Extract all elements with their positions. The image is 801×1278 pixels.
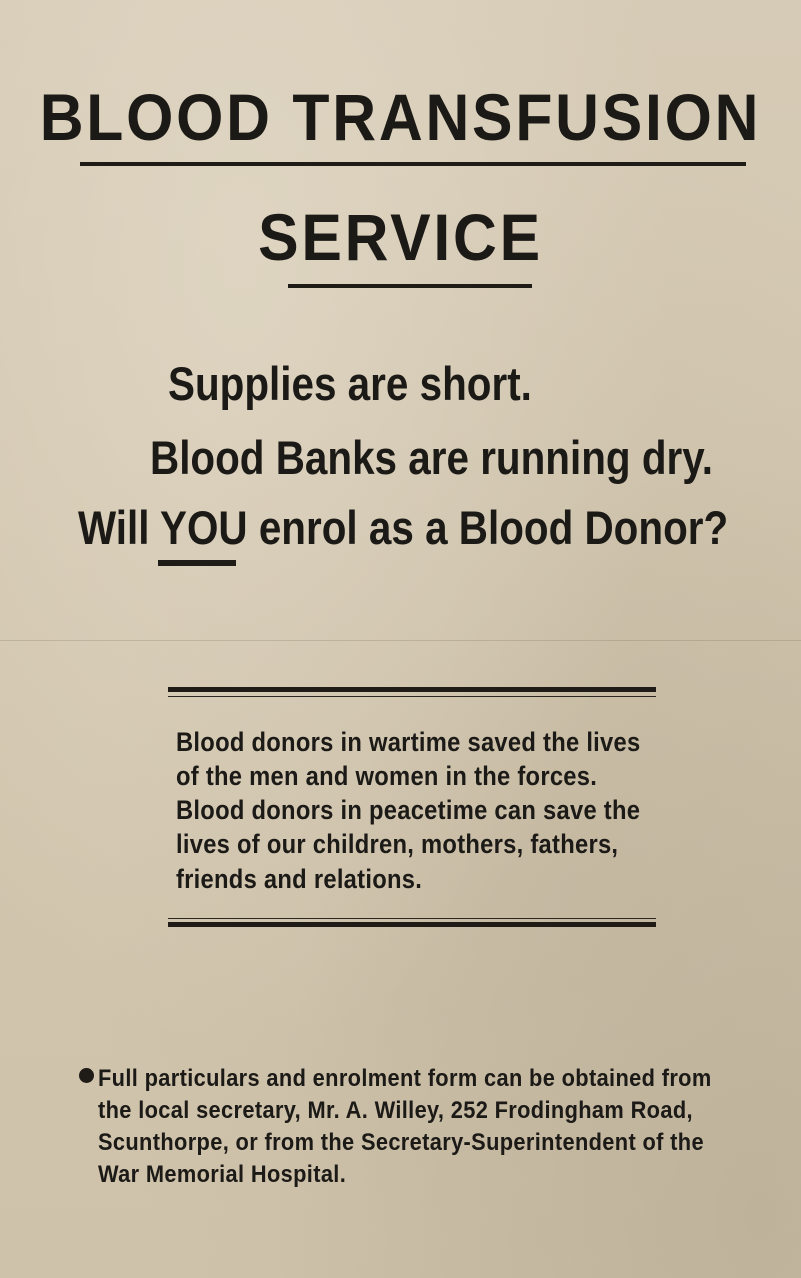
message-line: friends and relations.	[176, 864, 423, 894]
bottom-border-thin-rule	[168, 918, 656, 919]
paper-crease	[0, 640, 801, 641]
headline-suffix: enrol as a Blood Donor?	[247, 501, 729, 554]
top-border-band	[168, 687, 656, 692]
details-line: War Memorial Hospital.	[98, 1161, 347, 1188]
top-border-thin-rule	[168, 696, 656, 697]
message-line: lives of our children, mothers, fathers,	[176, 829, 619, 859]
details-line: Full particulars and enrolment form can be obtained from	[98, 1065, 712, 1092]
title-line-1: BLOOD TRANSFUSION	[39, 80, 762, 154]
filled-circle-icon	[79, 1068, 94, 1083]
headline-prefix: Will	[78, 501, 160, 554]
you-underline	[158, 560, 236, 566]
message-line: Blood donors in wartime saved the lives	[176, 727, 641, 757]
headline-line-2: Blood Banks are running dry.	[150, 431, 713, 484]
details-line: Scunthorpe, or from the Secretary-Superintendent of the	[98, 1129, 704, 1156]
title-line-2: SERVICE	[258, 200, 543, 274]
title-rule-2	[288, 284, 532, 288]
bottom-border-band	[168, 922, 656, 927]
headline-line-3	[78, 501, 729, 554]
message-line: Blood donors in peacetime can save the	[176, 795, 641, 825]
title-rule-1	[80, 162, 746, 166]
headline-line-1: Supplies are short.	[168, 357, 532, 410]
headline-emphasis-you: YOU	[159, 501, 248, 554]
details-line: the local secretary, Mr. A. Willey, 252 Frodingham Road,	[98, 1097, 693, 1124]
message-line: of the men and women in the forces.	[176, 761, 598, 791]
